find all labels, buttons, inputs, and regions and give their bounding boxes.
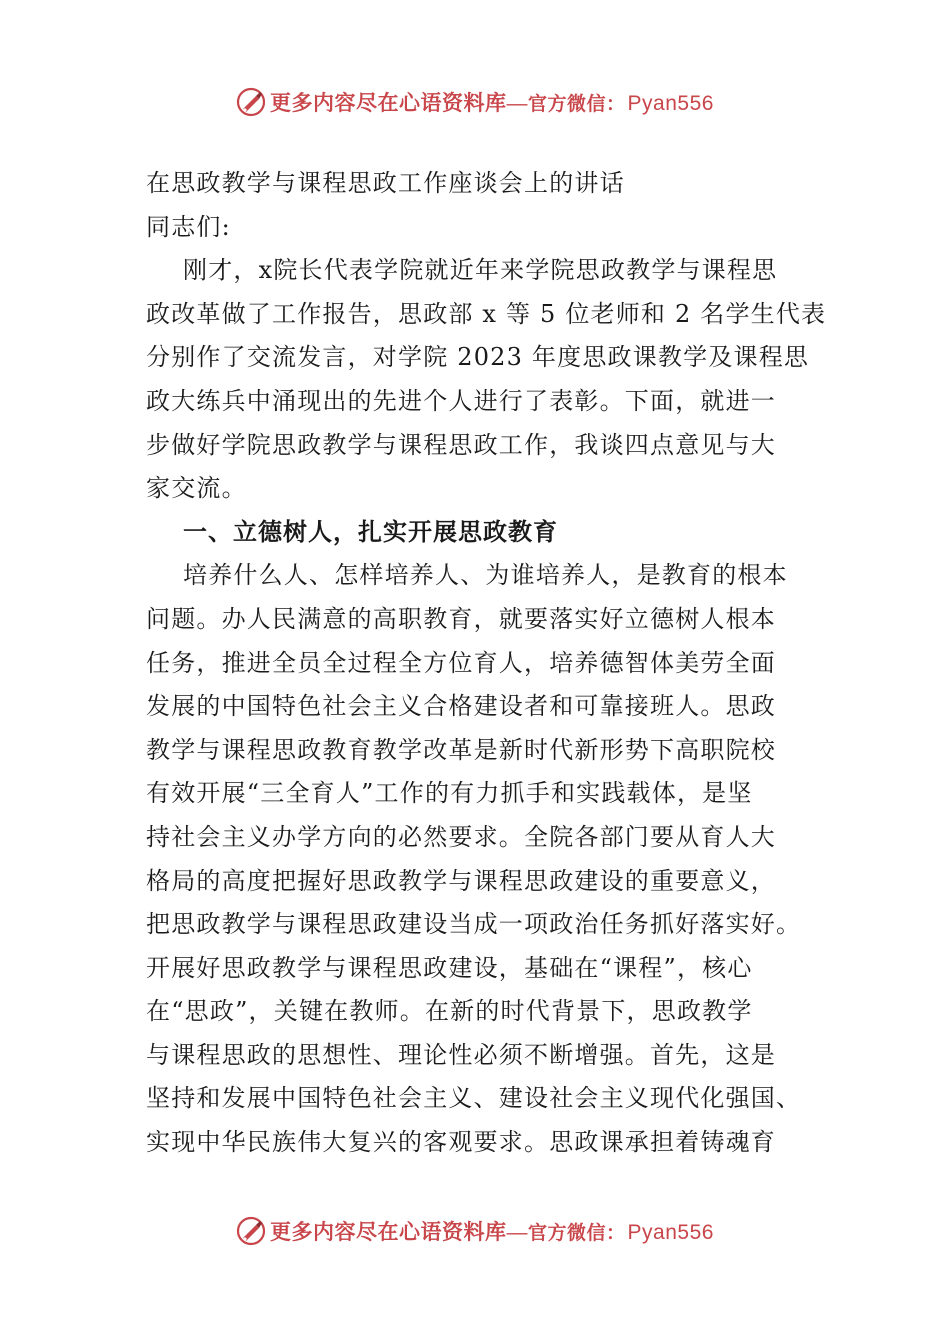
- paragraph-line: 有效开展“三全育人”工作的有力抓手和实践载体，是坚: [146, 779, 753, 808]
- paragraph-line: 格局的高度把握好思政教学与课程思政建设的重要意义，: [146, 866, 776, 895]
- paragraph-line: 政大练兵中涌现出的先进个人进行了表彰。下面，就进一: [146, 386, 776, 415]
- document-title: 在思政教学与课程思政工作座谈会上的讲话: [146, 169, 625, 197]
- footer-watermark: [0, 1211, 950, 1251]
- paragraph-line: 政改革做了工作报告，思政部 x 等 5 位老师和 2 名学生代表: [146, 299, 827, 328]
- paragraph-line: 教学与课程思政教育教学改革是新时代新形势下高职院校: [146, 735, 776, 764]
- pen-nib-logo-icon: [236, 1216, 266, 1246]
- paragraph-line: 把思政教学与课程思政建设当成一项政治任务抓好落实好。: [146, 910, 802, 939]
- document-body: [146, 162, 827, 1165]
- section-heading-1: 一、立德树人，扎实开展思政教育: [183, 517, 558, 546]
- paragraph-line: 培养什么人、怎样培养人、为谁培养人，是教育的根本: [183, 561, 788, 590]
- watermark-wechat-id: Pyan556: [627, 1221, 714, 1244]
- watermark-dash: —: [506, 1221, 529, 1244]
- salutation: 同志们:: [146, 212, 231, 241]
- watermark-wechat-id: Pyan556: [627, 92, 714, 115]
- watermark-text: [270, 1216, 714, 1246]
- paragraph-line: 开展好思政教学与课程思政建设，基础在“课程”，核心: [146, 953, 753, 982]
- paragraph-line: 刚才，x院长代表学院就近年来学院思政教学与课程思: [183, 256, 778, 285]
- watermark-text: [270, 87, 714, 117]
- paragraph-2: [146, 554, 806, 1164]
- watermark-wechat-label: 官方微信：: [528, 93, 626, 115]
- pen-nib-logo-icon: [236, 87, 266, 117]
- paragraph-line: 与课程思政的思想性、理论性必须不断增强。首先，这是: [146, 1040, 776, 1069]
- watermark-main-text: 更多内容尽在心语资料库: [270, 1219, 507, 1244]
- header-watermark: [0, 82, 950, 122]
- watermark-dash: —: [506, 92, 529, 115]
- paragraph-line: 坚持和发展中国特色社会主义、建设社会主义现代化强国、: [146, 1084, 802, 1113]
- paragraph-line: 在“思政”，关键在教师。在新的时代背景下，思政教学: [146, 997, 753, 1026]
- paragraph-line: 步做好学院思政教学与课程思政工作，我谈四点意见与大: [146, 430, 776, 459]
- paragraph-line: 持社会主义办学方向的必然要求。全院各部门要从育人大: [146, 822, 776, 851]
- paragraph-line: 任务，推进全员全过程全方位育人，培养德智体美劳全面: [146, 648, 776, 677]
- watermark-wechat-label: 官方微信：: [528, 1222, 626, 1244]
- paragraph-line: 问题。办人民满意的高职教育，就要落实好立德树人根本: [146, 604, 776, 633]
- paragraph-line: 家交流。: [146, 474, 247, 503]
- paragraph-line: 发展的中国特色社会主义合格建设者和可靠接班人。思政: [146, 692, 776, 721]
- watermark-main-text: 更多内容尽在心语资料库: [270, 90, 507, 115]
- paragraph-1: [146, 249, 827, 511]
- paragraph-line: 分别作了交流发言，对学院 2023 年度思政课教学及课程思: [146, 343, 810, 372]
- paragraph-line: 实现中华民族伟大复兴的客观要求。思政课承担着铸魂育: [146, 1128, 776, 1157]
